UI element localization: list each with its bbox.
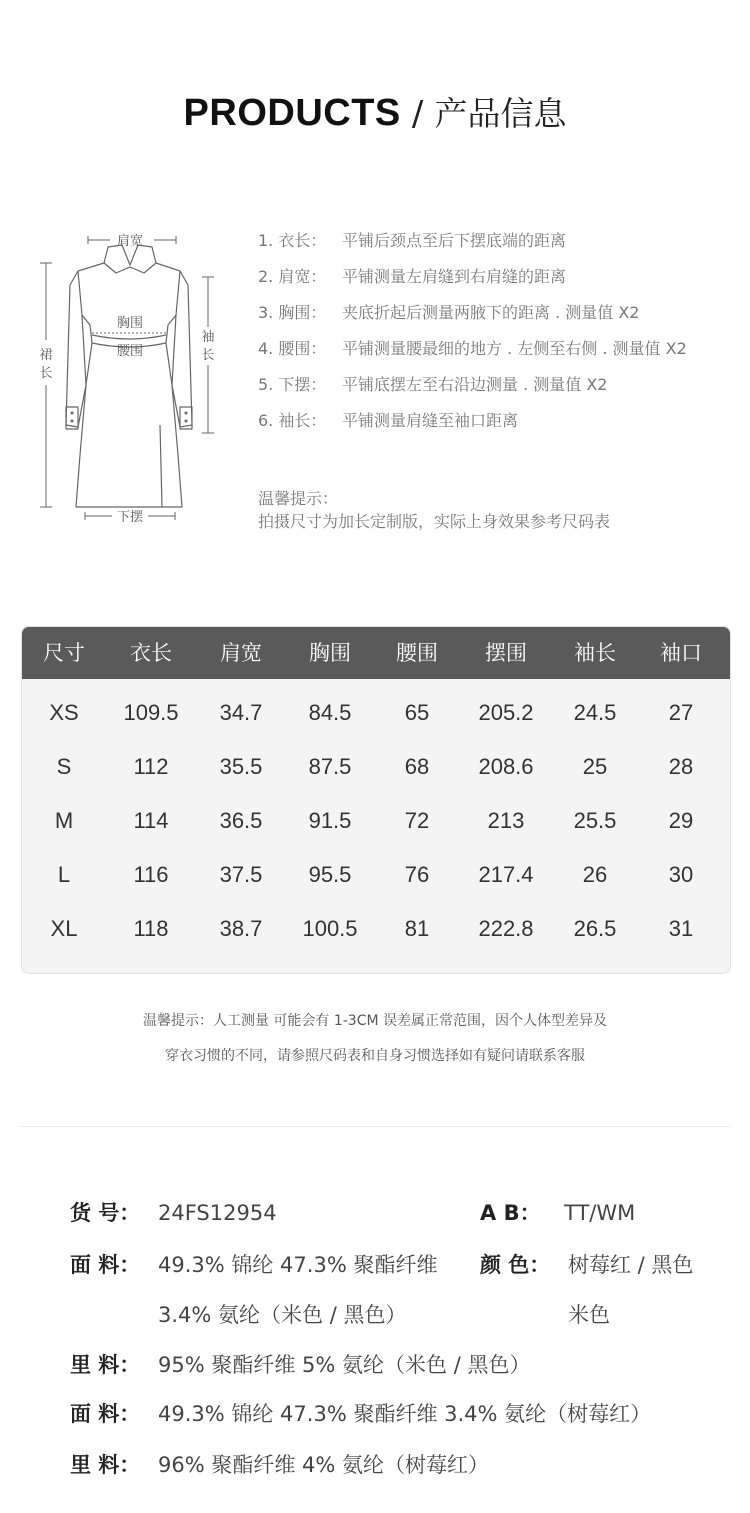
table-cell: 72	[404, 808, 430, 833]
fabric-label: 面 料：	[70, 1253, 141, 1277]
table-cell: 116	[133, 862, 169, 887]
item-no-label: 货 号：	[70, 1201, 141, 1225]
note-row	[258, 230, 566, 252]
table-header-cell: 胸围	[309, 641, 351, 665]
tip-text: 拍摄尺寸为加长定制版，实际上身效果参考尺码表	[258, 512, 611, 531]
fabric-value-1: 49.3% 锦纶 47.3% 聚酯纤维	[158, 1253, 438, 1277]
note-label: 2. 肩宽：	[258, 267, 327, 286]
table-cell: 25.5	[573, 808, 617, 833]
table-cell: 114	[133, 808, 169, 833]
color-value-1: 树莓红 / 黑色	[568, 1253, 694, 1277]
table-cell: 65	[404, 700, 430, 725]
note-row	[258, 338, 687, 360]
table-header-cell: 尺寸	[43, 641, 85, 665]
table-cell: 34.7	[219, 700, 263, 725]
table-cell: 36.5	[219, 808, 263, 833]
table-cell: 31	[668, 916, 694, 941]
table-size-cell: M	[54, 808, 74, 833]
table-cell: 217.4	[478, 862, 534, 887]
table-header-cell: 袖口	[660, 641, 702, 665]
dress-body	[76, 263, 182, 507]
color-value-2: 米色	[568, 1303, 610, 1327]
dress-collar	[104, 245, 156, 273]
dress-left-sleeve	[66, 271, 86, 427]
dress-measurement-diagram	[30, 225, 230, 530]
lining-value-1: 95% 聚酯纤维 5% 氨纶（米色 / 黑色）	[158, 1353, 531, 1377]
label-waist: 腰围	[116, 344, 144, 359]
title-separator: /	[411, 94, 424, 134]
table-header-cell: 衣长	[130, 641, 172, 665]
lining-value-2: 96% 聚酯纤维 4% 氨纶（树莓红）	[158, 1453, 490, 1477]
label-sleeve-length-2: 长	[201, 348, 215, 363]
note-text: 夹底折起后测量两腋下的距离 . 测量值 X2	[342, 303, 640, 322]
table-cell: 95.5	[308, 862, 352, 887]
note-row	[258, 302, 640, 324]
table-header	[22, 627, 730, 679]
label-bust: 胸围	[116, 316, 144, 331]
item-no-row	[70, 1198, 277, 1228]
label-skirt-length-2: 长	[39, 366, 53, 381]
label-shoulder: 肩宽	[116, 234, 144, 249]
note-text: 平铺测量左肩缝到右肩缝的距离	[342, 267, 567, 286]
table-size-cell: L	[57, 862, 71, 887]
note-text: 平铺测量腰最细的地方 . 左侧至右侧 . 测量值 X2	[342, 339, 687, 358]
note-label: 6. 袖长：	[258, 411, 327, 430]
table-cell: 109.5	[123, 700, 179, 725]
fabric-row-2	[70, 1399, 651, 1429]
note-text: 平铺测量肩缝至袖口距离	[342, 411, 519, 430]
note-text: 平铺底摆左至右沿边测量 . 测量值 X2	[342, 375, 608, 394]
table-header-cell: 腰围	[396, 641, 438, 665]
lining-row-2	[70, 1450, 489, 1480]
table-cell: 37.5	[219, 862, 263, 887]
title-en: PRODUCTS	[183, 92, 401, 134]
table-cell: 208.6	[478, 754, 534, 779]
table-size-cell: S	[56, 754, 72, 779]
label-hem: 下摆	[116, 510, 144, 525]
table-size-cell: XL	[50, 916, 78, 941]
note-label: 3. 胸围：	[258, 303, 327, 322]
page-title	[0, 88, 750, 135]
table-cell: 25	[582, 754, 608, 779]
table-cell: 118	[133, 916, 169, 941]
table-cell: 84.5	[308, 700, 352, 725]
size-table	[21, 626, 731, 974]
table-cell: 27	[668, 700, 694, 725]
ab-value: TT/WM	[564, 1201, 636, 1225]
table-cell: 24.5	[573, 700, 617, 725]
table-cell: 28	[668, 754, 694, 779]
table-cell: 112	[133, 754, 169, 779]
lining-label: 里 料：	[70, 1353, 141, 1377]
table-cell: 26.5	[573, 916, 617, 941]
note-row	[258, 410, 518, 432]
table-size-cell: XS	[49, 700, 79, 725]
table-note-line-1: 温馨提示：人工测量 可能会有 1-3CM 误差属正常范围，因个人体型差异及	[142, 1013, 608, 1029]
table-cell: 68	[404, 754, 430, 779]
fabric-value-1b: 3.4% 氨纶（米色 / 黑色）	[158, 1303, 407, 1327]
label-sleeve-length-1: 袖	[201, 330, 215, 345]
ab-row	[480, 1198, 635, 1228]
tip-title: 温馨提示：	[258, 489, 339, 508]
fabric-row-1	[70, 1250, 437, 1280]
table-cell: 222.8	[478, 916, 534, 941]
table-header-cell: 袖长	[574, 641, 616, 665]
dress-right-sleeve	[172, 271, 192, 427]
title-cn: 产品信息	[434, 94, 567, 133]
table-cell: 76	[404, 862, 430, 887]
tip-block	[258, 487, 610, 533]
note-label: 1. 衣长：	[258, 231, 327, 250]
table-header-cell: 摆围	[485, 641, 527, 665]
note-label: 4. 腰围：	[258, 339, 327, 358]
table-cell: 29	[668, 808, 694, 833]
divider	[20, 1126, 730, 1127]
table-cell: 91.5	[308, 808, 352, 833]
dress-waistband	[92, 335, 166, 339]
note-row	[258, 266, 566, 288]
table-note-line-2: 穿衣习惯的不同，请参照尺码表和自身习惯选择如有疑问请联系客服	[165, 1048, 585, 1064]
table-cell: 205.2	[478, 700, 534, 725]
table-cell: 87.5	[308, 754, 352, 779]
fabric-value-2: 49.3% 锦纶 47.3% 聚酯纤维 3.4% 氨纶（树莓红）	[158, 1402, 652, 1426]
note-label: 5. 下摆：	[258, 375, 327, 394]
label-skirt-length-1: 裙	[39, 348, 53, 363]
table-cell: 35.5	[219, 754, 263, 779]
table-cell: 38.7	[219, 916, 263, 941]
lining-label-2: 里 料：	[70, 1453, 141, 1477]
item-no-value: 24FS12954	[158, 1201, 277, 1225]
table-cell: 81	[404, 916, 430, 941]
table-cell: 30	[668, 862, 694, 887]
note-row	[258, 374, 608, 396]
color-row	[480, 1250, 693, 1280]
color-label: 颜 色：	[480, 1253, 551, 1277]
table-header-cell: 肩宽	[220, 641, 262, 665]
table-cell: 213	[487, 808, 525, 833]
table-cell: 100.5	[302, 916, 358, 941]
lining-row-1	[70, 1350, 530, 1380]
note-text: 平铺后颈点至后下摆底端的距离	[342, 231, 567, 250]
fabric-label-2: 面 料：	[70, 1402, 141, 1426]
table-cell: 26	[582, 862, 608, 887]
ab-label: A B：	[480, 1201, 541, 1225]
